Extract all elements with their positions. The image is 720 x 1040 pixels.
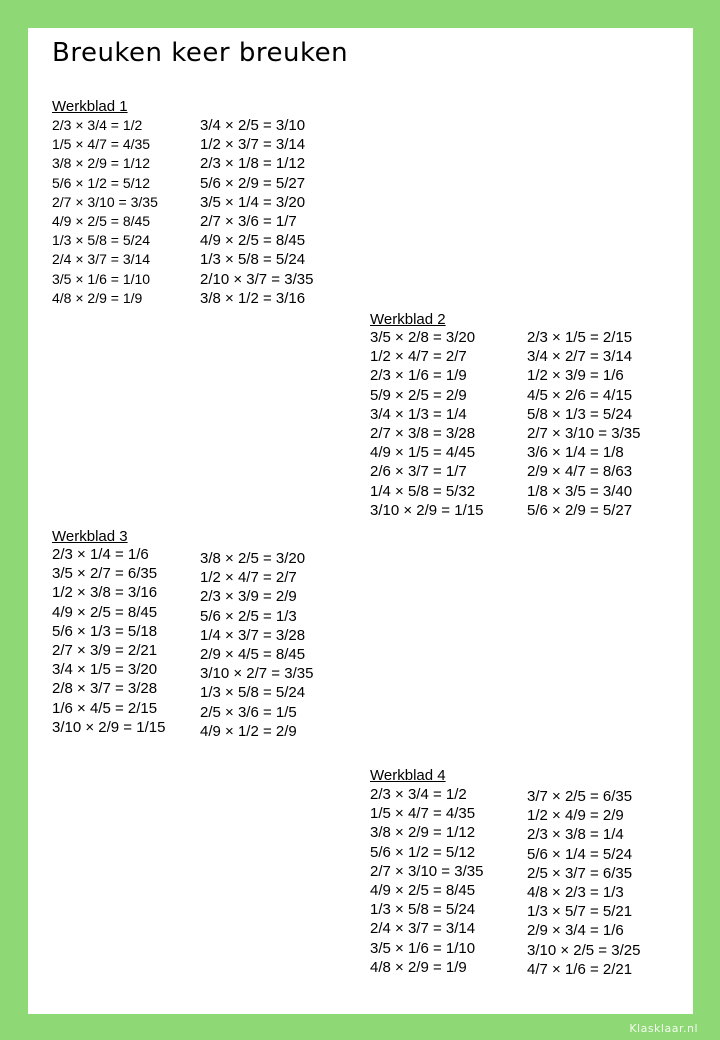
exercise-line: 4/9 × 1/2 = 2/9 — [200, 722, 297, 740]
exercise-line: 4/8 × 2/9 = 1/9 — [52, 289, 143, 306]
exercise-line: 3/4 × 2/7 = 3/14 — [527, 348, 633, 366]
exercise-line: 2/4 × 3/7 = 3/14 — [370, 920, 476, 938]
exercise-line: 3/4 × 2/5 = 3/10 — [200, 117, 306, 134]
exercise-line: 2/7 × 3/10 = 3/35 — [527, 425, 641, 443]
worksheet-4 — [370, 766, 446, 785]
exercise-line: 3/8 × 2/9 = 1/12 — [370, 824, 476, 842]
exercise-line: 2/10 × 3/7 = 3/35 — [200, 270, 314, 288]
exercise-line: 5/6 × 1/4 = 5/24 — [527, 845, 633, 863]
exercise-line: 3/5 × 1/6 = 1/10 — [370, 939, 476, 957]
exercise-line: 1/3 × 5/7 = 5/21 — [527, 903, 633, 921]
exercise-line: 2/4 × 3/7 = 3/14 — [52, 251, 151, 268]
exercise-line: 1/2 × 4/7 = 2/7 — [200, 569, 297, 587]
exercise-line: 3/10 × 2/7 = 3/35 — [200, 665, 314, 683]
exercise-line: 2/7 × 3/10 = 3/35 — [370, 862, 484, 880]
exercise-line: 1/4 × 5/8 = 5/32 — [370, 482, 476, 500]
exercise-line: 4/5 × 2/6 = 4/15 — [527, 386, 633, 404]
exercise-line: 3/10 × 2/9 = 1/15 — [370, 501, 484, 519]
worksheet-3-col-1 — [52, 545, 165, 737]
exercise-line: 3/5 × 2/7 = 6/35 — [52, 565, 158, 583]
exercise-line: 1/3 × 5/8 = 5/24 — [370, 901, 476, 919]
exercise-line: 1/2 × 3/8 = 3/16 — [52, 584, 158, 602]
exercise-line: 2/3 × 1/5 = 2/15 — [527, 329, 633, 346]
exercise-line: 4/9 × 2/5 = 8/45 — [370, 882, 476, 900]
worksheet-4-col-2 — [527, 787, 640, 979]
exercise-line: 1/5 × 4/7 = 4/35 — [370, 805, 476, 823]
exercise-line: 5/8 × 1/3 = 5/24 — [527, 405, 633, 423]
page-title: Breuken keer breuken — [52, 38, 349, 68]
worksheet-page — [28, 28, 693, 1014]
worksheet-3-heading: Werkblad 3 — [52, 528, 128, 545]
exercise-line: 2/7 × 3/10 = 3/35 — [52, 193, 158, 210]
worksheet-1-col-1 — [52, 116, 158, 308]
exercise-line: 1/2 × 3/9 = 1/6 — [527, 367, 624, 385]
exercise-line: 1/2 × 4/7 = 2/7 — [370, 348, 467, 366]
exercise-line: 2/3 × 3/8 = 1/4 — [527, 826, 624, 844]
exercise-line: 2/9 × 4/7 = 8/63 — [527, 463, 633, 481]
exercise-line: 4/9 × 1/5 = 4/45 — [370, 444, 476, 462]
exercise-line: 2/9 × 3/4 = 1/6 — [527, 922, 624, 940]
exercise-line: 2/5 × 3/6 = 1/5 — [200, 703, 297, 721]
exercise-line: 2/3 × 1/8 = 1/12 — [200, 155, 306, 173]
worksheet-3 — [52, 527, 128, 546]
worksheet-4-col-1 — [370, 785, 483, 977]
exercise-line: 2/6 × 3/7 = 1/7 — [370, 463, 467, 481]
exercise-line: 5/6 × 2/5 = 1/3 — [200, 607, 297, 625]
exercise-line: 3/5 × 2/8 = 3/20 — [370, 329, 476, 346]
worksheet-1-heading: Werkblad 1 — [52, 98, 128, 115]
exercise-line: 1/3 × 5/8 = 5/24 — [200, 684, 306, 702]
brand-footer: Klasklaar.nl — [629, 1022, 698, 1035]
exercise-line: 2/7 × 3/8 = 3/28 — [370, 425, 476, 443]
exercise-line: 4/8 × 2/3 = 1/3 — [527, 884, 624, 902]
worksheet-1-col-2 — [200, 116, 313, 308]
worksheet-1 — [52, 97, 128, 116]
exercise-line: 3/4 × 1/5 = 3/20 — [52, 661, 158, 679]
exercise-line: 5/6 × 1/2 = 5/12 — [370, 843, 476, 861]
exercise-line: 1/3 × 5/8 = 5/24 — [52, 232, 151, 249]
exercise-line: 5/6 × 1/2 = 5/12 — [52, 174, 151, 191]
exercise-line: 5/9 × 2/5 = 2/9 — [370, 386, 467, 404]
exercise-line: 2/3 × 3/9 = 2/9 — [200, 588, 297, 606]
exercise-line: 2/3 × 1/6 = 1/9 — [370, 367, 467, 385]
exercise-line: 1/3 × 5/8 = 5/24 — [200, 251, 306, 269]
exercise-line: 2/9 × 4/5 = 8/45 — [200, 646, 306, 664]
worksheet-2 — [370, 310, 446, 329]
exercise-line: 2/3 × 1/4 = 1/6 — [52, 546, 149, 563]
worksheet-4-heading: Werkblad 4 — [370, 767, 446, 784]
exercise-line: 3/10 × 2/5 = 3/25 — [527, 941, 641, 959]
exercise-line: 3/10 × 2/9 = 1/15 — [52, 718, 166, 736]
exercise-line: 1/2 × 4/9 = 2/9 — [527, 807, 624, 825]
exercise-line: 3/5 × 1/6 = 1/10 — [52, 270, 151, 287]
exercise-line: 1/8 × 3/5 = 3/40 — [527, 482, 633, 500]
exercise-line: 1/2 × 3/7 = 3/14 — [200, 136, 306, 154]
exercise-line: 4/9 × 2/5 = 8/45 — [52, 603, 158, 621]
exercise-line: 4/8 × 2/9 = 1/9 — [370, 958, 467, 976]
exercise-line: 5/6 × 2/9 = 5/27 — [527, 501, 633, 519]
exercise-line: 3/4 × 1/3 = 1/4 — [370, 405, 467, 423]
exercise-line: 3/5 × 1/4 = 3/20 — [200, 193, 306, 211]
exercise-line: 2/7 × 3/6 = 1/7 — [200, 213, 297, 231]
exercise-line: 2/3 × 3/4 = 1/2 — [52, 117, 143, 133]
exercise-line: 4/9 × 2/5 = 8/45 — [52, 213, 151, 230]
exercise-line: 3/8 × 1/2 = 3/16 — [200, 289, 306, 307]
exercise-line: 3/7 × 2/5 = 6/35 — [527, 788, 633, 805]
exercise-line: 2/5 × 3/7 = 6/35 — [527, 864, 633, 882]
exercise-line: 2/7 × 3/9 = 2/21 — [52, 642, 158, 660]
exercise-line: 3/6 × 1/4 = 1/8 — [527, 444, 624, 462]
worksheet-2-heading: Werkblad 2 — [370, 311, 446, 328]
exercise-line: 4/7 × 1/6 = 2/21 — [527, 960, 633, 978]
worksheet-2-col-2 — [527, 328, 640, 520]
exercise-line: 5/6 × 2/9 = 5/27 — [200, 174, 306, 192]
exercise-line: 1/5 × 4/7 = 4/35 — [52, 136, 151, 153]
exercise-line: 2/3 × 3/4 = 1/2 — [370, 786, 467, 803]
exercise-line: 3/8 × 2/5 = 3/20 — [200, 550, 306, 567]
exercise-line: 2/8 × 3/7 = 3/28 — [52, 680, 158, 698]
exercise-line: 1/4 × 3/7 = 3/28 — [200, 626, 306, 644]
exercise-line: 4/9 × 2/5 = 8/45 — [200, 232, 306, 250]
worksheet-2-col-1 — [370, 328, 483, 520]
worksheet-3-col-2 — [200, 549, 313, 741]
exercise-line: 5/6 × 1/3 = 5/18 — [52, 622, 158, 640]
exercise-line: 3/8 × 2/9 = 1/12 — [52, 155, 151, 172]
exercise-line: 1/6 × 4/5 = 2/15 — [52, 699, 158, 717]
